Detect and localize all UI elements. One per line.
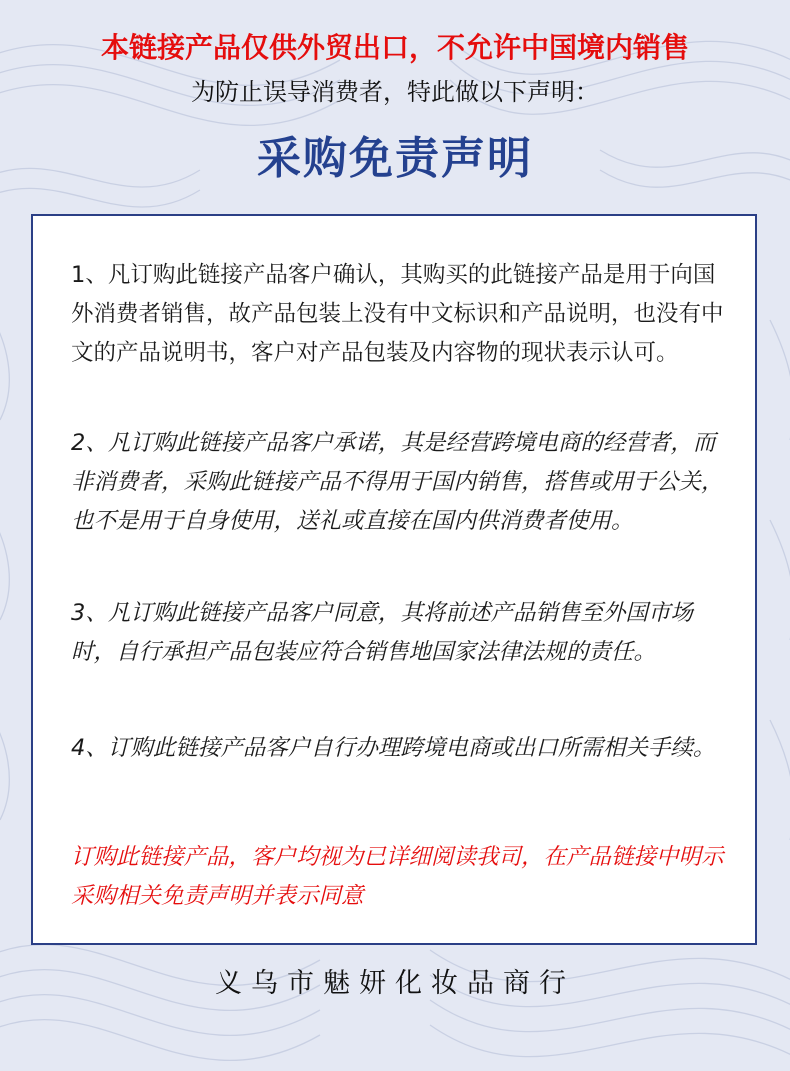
closing-agreement-note: 订购此链接产品，客户均视为已详细阅读我司，在产品链接中明示采购相关免责声明并表示同意 xyxy=(71,844,724,909)
clause-2: 2、凡订购此链接产品客户承诺，其是经营跨境电商的经营者，而非消费者，采购此链接产品不得用于国内销售，搭售或用于公关，也不是用于自身使用，送礼或直接在国内供消费者使用。 xyxy=(71,430,724,534)
page-title: 采购免责声明 xyxy=(257,133,533,184)
disclaimer-box xyxy=(31,214,757,945)
declaration-intro: 为防止误导消费者，特此做以下声明： xyxy=(191,78,599,106)
export-only-warning: 本链接产品仅供外贸出口，不允许中国境内销售 xyxy=(100,31,689,64)
clause-3: 3、凡订购此链接产品客户同意，其将前述产品销售至外国市场时，自行承担产品包装应符合销售地国家法律法规的责任。 xyxy=(71,600,693,665)
clause-4: 4、订购此链接产品客户自行办理跨境电商或出口所需相关手续。 xyxy=(71,735,716,761)
clause-1: 1、凡订购此链接产品客户确认，其购买的此链接产品是用于向国外消费者销售，故产品包装上没有中文标识和产品说明，也没有中文的产品说明书，客户对产品包装及内容物的现状表示认可。 xyxy=(71,262,724,366)
company-name: 义乌市魅妍化妆品商行 xyxy=(215,968,575,999)
